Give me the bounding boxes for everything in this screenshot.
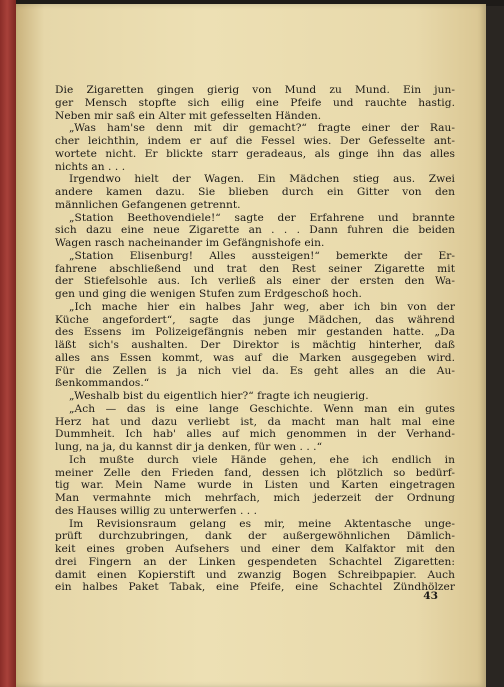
page-number: 43 bbox=[423, 590, 438, 602]
text-line: prüft durchzubringen, dank der außergewöhnlichen Dämlich- bbox=[55, 530, 455, 543]
page-edge-shadow bbox=[486, 6, 504, 687]
text-line: keit eines groben Aufsehers und einer dem Kalfaktor mit den bbox=[55, 543, 455, 555]
text-line: wortete nicht. Er blickte starr geradeaus, als ginge ihn das alles bbox=[55, 147, 455, 160]
text-line: des Essens im Polizeigefängnis neben mir gestanden hatte. „Da bbox=[55, 326, 455, 339]
text-line: „Station Beethovendiele!“ sagte der Erfahrene und brannte bbox=[69, 211, 455, 224]
text-line: lung, na ja, du kannst dir ja denken, für wen . . .“ bbox=[55, 441, 323, 453]
text-line: Die Zigaretten gingen gierig von Mund zu Mund. Ein jun- bbox=[55, 84, 455, 96]
text-line: Küche angefordert“, sagte das junge Mädchen, das während bbox=[55, 313, 455, 326]
book-cover-edge bbox=[0, 0, 16, 687]
text-line: „Weshalb bist du eigentlich hier?“ fragte ich neugierig. bbox=[69, 390, 369, 402]
page-body-text bbox=[55, 84, 455, 594]
text-line: des Hauses willig zu unterwerfen . . . bbox=[55, 504, 258, 517]
text-line: „Station Elisenburg! Alles aussteigen!“ bemerkte der Er- bbox=[69, 249, 455, 262]
text-line: nichts an . . . bbox=[55, 160, 126, 173]
text-line: meiner Zelle den Frieden fand, dessen ich plötzlich so bedürf- bbox=[55, 466, 455, 479]
text-line: andere kamen dazu. Sie blieben durch ein Gitter von den bbox=[55, 186, 455, 198]
text-line: Herz hat und dazu verliebt ist, da macht man halt mal eine bbox=[55, 415, 455, 428]
text-line: Im Revisionsraum gelang es mir, meine Aktentasche unge- bbox=[69, 517, 455, 530]
text-line: „Ach — das is eine lange Geschichte. Wenn man ein gutes bbox=[69, 402, 455, 415]
text-line: drei Fingern an der Linken gespendeten Schachtel Zigaretten: bbox=[55, 555, 455, 568]
text-line: Man vermahnte mich mehrfach, mich jederzeit der Ordnung bbox=[55, 492, 455, 504]
text-line: männlichen Gefangenen getrennt. bbox=[55, 198, 241, 211]
text-line: fahrene abschließend und trat den Rest seiner Zigarette mit bbox=[55, 262, 455, 275]
text-line: alles ans Essen kommt, was auf die Marken ausgegeben wird. bbox=[55, 351, 455, 364]
text-line: Irgendwo hielt der Wagen. Ein Mädchen stieg aus. Zwei bbox=[69, 173, 455, 186]
text-line: „Ich mache hier ein halbes Jahr weg, aber ich bin von der bbox=[69, 300, 455, 313]
text-line: Wagen rasch nacheinander im Gefängnishofe ein. bbox=[55, 237, 325, 249]
text-line: sich dazu eine neue Zigarette an . . . Dann fuhren die beiden bbox=[55, 224, 455, 237]
text-line: der Stiefelsohle aus. Ich verließ als einer der ersten den Wa- bbox=[55, 275, 455, 288]
text-line: tig war. Mein Name wurde in Listen und Karten eingetragen bbox=[55, 479, 455, 492]
text-line: gen und ging die wenigen Stufen zum Erdgeschoß hoch. bbox=[55, 288, 362, 300]
text-line: ger Mensch stopfte sich eilig eine Pfeife und rauchte hastig. bbox=[55, 96, 455, 109]
text-line: Ich mußte durch viele Hände gehen, ehe ich endlich in bbox=[69, 453, 455, 466]
text-line: Neben mir saß ein Alter mit gefesselten Händen. bbox=[55, 109, 322, 122]
text-line: „Was ham'se denn mit dir gemacht?“ fragte einer der Rau- bbox=[69, 122, 455, 135]
text-line: cher leichthin, indem er auf die Fessel wies. Der Gefesselte ant- bbox=[55, 135, 455, 147]
text-line: Dummheit. Ich hab' alles auf mich genommen in der Verhand- bbox=[55, 428, 455, 441]
text-line: ein halbes Paket Tabak, eine Pfeife, eine Schachtel Zündhölzer bbox=[55, 581, 455, 594]
text-line: ßenkommandos.“ bbox=[55, 377, 150, 390]
text-line: damit einen Kopierstift und zwanzig Bogen Schreibpapier. Auch bbox=[55, 568, 455, 581]
text-line: Für die Zellen is ja nich viel da. Es geht alles an die Au- bbox=[55, 364, 455, 377]
text-line: läßt sich's aushalten. Der Direktor is mächtig hinterher, daß bbox=[55, 339, 455, 351]
